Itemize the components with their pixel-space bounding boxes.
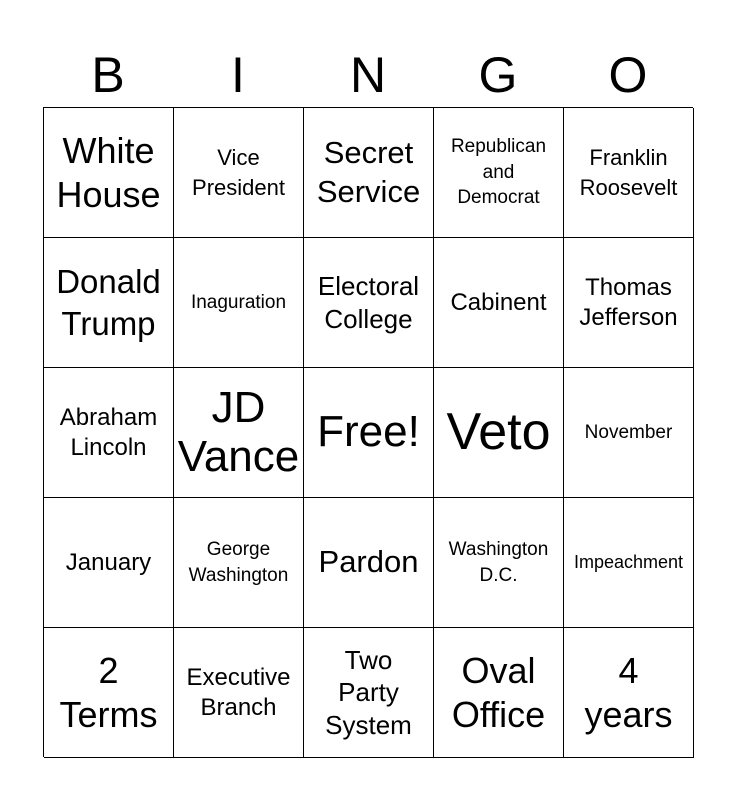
cell-label: Veto <box>446 402 551 461</box>
bingo-cell[interactable] <box>44 628 174 758</box>
bingo-cell[interactable] <box>304 108 434 238</box>
cell-label: Thomas Jefferson <box>579 273 678 331</box>
cell-label: Franklin Roosevelt <box>579 144 678 200</box>
bingo-header <box>43 46 693 104</box>
bingo-cell[interactable] <box>304 628 434 758</box>
cell-label: Two Party System <box>325 644 412 740</box>
header-letter-i: I <box>231 47 245 103</box>
cell-label: Inaguration <box>190 291 287 313</box>
free-space-label: Free! <box>317 407 420 457</box>
bingo-cell[interactable] <box>174 108 304 238</box>
bingo-cell[interactable] <box>174 498 304 628</box>
cell-label: Abraham Lincoln <box>59 403 158 461</box>
bingo-cell[interactable] <box>434 498 564 628</box>
cell-label: 2 Terms <box>59 650 158 735</box>
bingo-cell[interactable] <box>44 108 174 238</box>
bingo-cell[interactable] <box>564 108 694 238</box>
cell-label: Oval Office <box>451 650 546 735</box>
bingo-cell[interactable] <box>564 628 694 758</box>
cell-label: George Washington <box>188 538 289 586</box>
free-space-cell[interactable] <box>304 368 434 498</box>
bingo-cell[interactable] <box>44 368 174 498</box>
bingo-cell[interactable] <box>44 238 174 368</box>
bingo-cell[interactable] <box>304 238 434 368</box>
bingo-cell[interactable] <box>304 498 434 628</box>
bingo-cell[interactable] <box>434 628 564 758</box>
bingo-cell[interactable] <box>564 238 694 368</box>
cell-label: JD Vance <box>177 383 300 481</box>
bingo-cell[interactable] <box>564 368 694 498</box>
cell-label: Republican and Democrat <box>450 136 547 209</box>
header-letter-o: O <box>608 47 648 103</box>
header-letter-b: B <box>91 47 125 103</box>
cell-label: 4 years <box>584 650 673 735</box>
cell-label: White House <box>56 130 161 215</box>
cell-label: Secret Service <box>316 134 421 209</box>
cell-label: Executive Branch <box>186 663 291 721</box>
bingo-board <box>43 107 693 757</box>
bingo-cell[interactable] <box>174 628 304 758</box>
cell-label: January <box>65 548 152 576</box>
bingo-cell[interactable] <box>174 368 304 498</box>
bingo-cell[interactable] <box>434 238 564 368</box>
cell-label: Electoral College <box>317 271 420 334</box>
bingo-cell[interactable] <box>434 108 564 238</box>
bingo-cell[interactable] <box>44 498 174 628</box>
cell-label: Pardon <box>318 544 419 580</box>
cell-label: Vice President <box>192 144 285 200</box>
cell-label: November <box>584 421 673 443</box>
cell-label: Cabinent <box>450 288 547 316</box>
header-letter-g: G <box>478 47 518 103</box>
cell-label: Donald Trump <box>56 263 161 342</box>
bingo-cell[interactable] <box>174 238 304 368</box>
bingo-cell[interactable] <box>564 498 694 628</box>
bingo-cell[interactable] <box>434 368 564 498</box>
cell-label: Impeachment <box>573 551 684 572</box>
cell-label: Washington D.C. <box>448 538 549 586</box>
header-letter-n: N <box>349 47 387 103</box>
